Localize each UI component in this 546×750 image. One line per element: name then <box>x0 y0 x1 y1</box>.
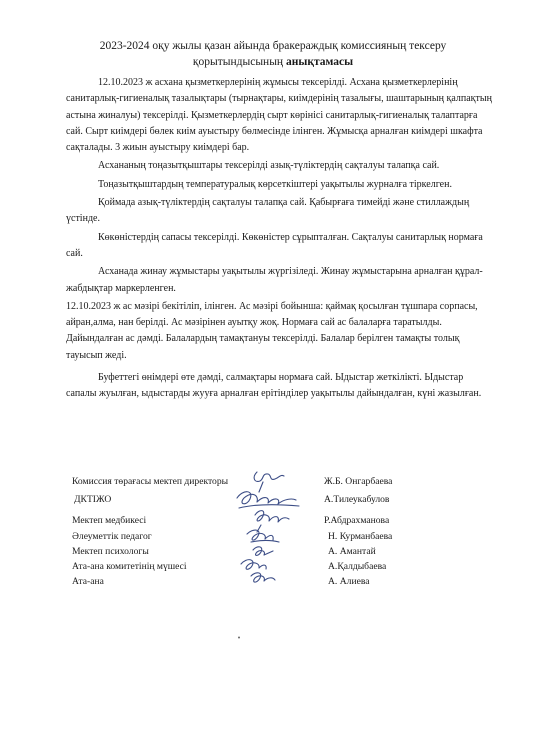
signature-nurse <box>255 511 289 532</box>
paragraph-refrigerators: Асхананың тоңазытқыштары тексерілді азық-түліктердің сақталуы талапқа сай. <box>98 160 440 172</box>
signature-parent-committee <box>241 560 266 570</box>
signatory-name-parent-committee: А.Қалдыбаева <box>328 561 387 572</box>
signature-psychologist <box>253 547 273 556</box>
signatory-role-social-pedagogue: Әлеуметтік педагог <box>72 531 152 542</box>
paragraph-menu: 12.10.2023 ж ас мәзірі бекітіліп, ілінген. Ас мәзірі бойынша: қаймақ қосылған тұшпара сорпасы, айран,алма, нан берілді. Ас мәзірінен ауытқу жоқ. Нормаға сай ас балаларға таратылды. Дайындалған ас дәмді. Балалардың тамақтануы тексерілді. Балалар берілген тамақты толық тауысып жеді. <box>66 300 478 361</box>
handwritten-signatures <box>233 468 311 590</box>
paragraph-vegetables: Көкөністердің сапасы тексерілді. Көкөністер сұрыпталған. Сақталуы санитарлық нормаға сай. <box>66 231 483 259</box>
paragraph-temperature-log: Тоңазытқыштардың температуралық көрсеткіштері уақытылы журналға тіркелген. <box>98 178 452 190</box>
signature-social-pedagogue <box>247 530 279 542</box>
signatory-name-psychologist: А. Амантай <box>328 546 376 557</box>
signatory-name-nurse: Р.Абдрахманова <box>324 515 390 526</box>
paragraph-staff-check: 12.10.2023 ж асхана қызметкерлерінің жұмысы тексерілді. Асхана қызметкерлерінің санитарлық-гигиеналық тазалықтары (тырнақтары, киімдерінің тазалығы, шаштарының қалпақтың астына жиналуы) тексерілді. Қызметкерлердің сырт көрінісі санитарлық-гигиеналық талаптарға сай. Сырт киімдері бөлек киім ауыстыру бөлмесінде ілінген. Жұмысқа арналған киімдері шкафта сақталады. 3 жиын ауыстыру киімдері бар. <box>66 77 492 154</box>
signatory-role-parent: Ата-ана <box>72 576 104 587</box>
ink-dot <box>237 636 241 639</box>
paragraph-storage: Қоймада азық-түліктердің сақталуы талапқа сай. Қабырғаға тимейді және стиллаждың үстінде. <box>66 197 470 225</box>
title-line-1: 2023-2024 оқу жылы қазан айында бракераждық комиссияның тексеру <box>99 40 447 52</box>
title-line-2-bold: анықтамасы <box>285 56 354 68</box>
signature-chair <box>254 472 284 492</box>
document-body <box>66 75 492 405</box>
signature-parent <box>251 573 275 582</box>
signatory-role-chair: Комиссия төрағасы мектеп директоры <box>72 476 229 487</box>
paragraph-buffet: Буфеттегі өнімдері өте дәмді, салмақтары нормаға сай. Ыдыстар жеткілікті. Ыдыстар сапалы жуылған, ыдыстарды жууға арналған ерітінділер уақытылы дайындалған, күні жазылған. <box>66 372 482 400</box>
signatory-role-parent-committee: Ата-ана комитетінің мүшесі <box>72 561 187 572</box>
signatory-role-psychologist: Мектеп психологы <box>72 546 149 557</box>
signatory-name-parent: А. Алиева <box>328 576 370 587</box>
title-line-2 <box>40 54 506 70</box>
signatory-name-chair: Ж.Б. Онгарбаева <box>324 476 393 487</box>
document-title <box>40 38 506 70</box>
signatory-role-nurse: Мектеп медбикесі <box>72 515 147 526</box>
paragraph-cleaning: Асханада жинау жұмыстары уақытылы жүргізіледі. Жинау жұмыстарына арналған құрал-жабдықтар маркерленген. <box>66 266 483 294</box>
signatory-name-social-pedagogue: Н. Курманбаева <box>328 531 393 542</box>
signatory-role-deputy: ДКТІЖО <box>74 494 112 505</box>
signature-deputy <box>237 492 299 508</box>
signatory-name-deputy: А.Тилеукабулов <box>324 494 390 505</box>
title-line-2-normal: қорытындысының <box>192 56 286 68</box>
